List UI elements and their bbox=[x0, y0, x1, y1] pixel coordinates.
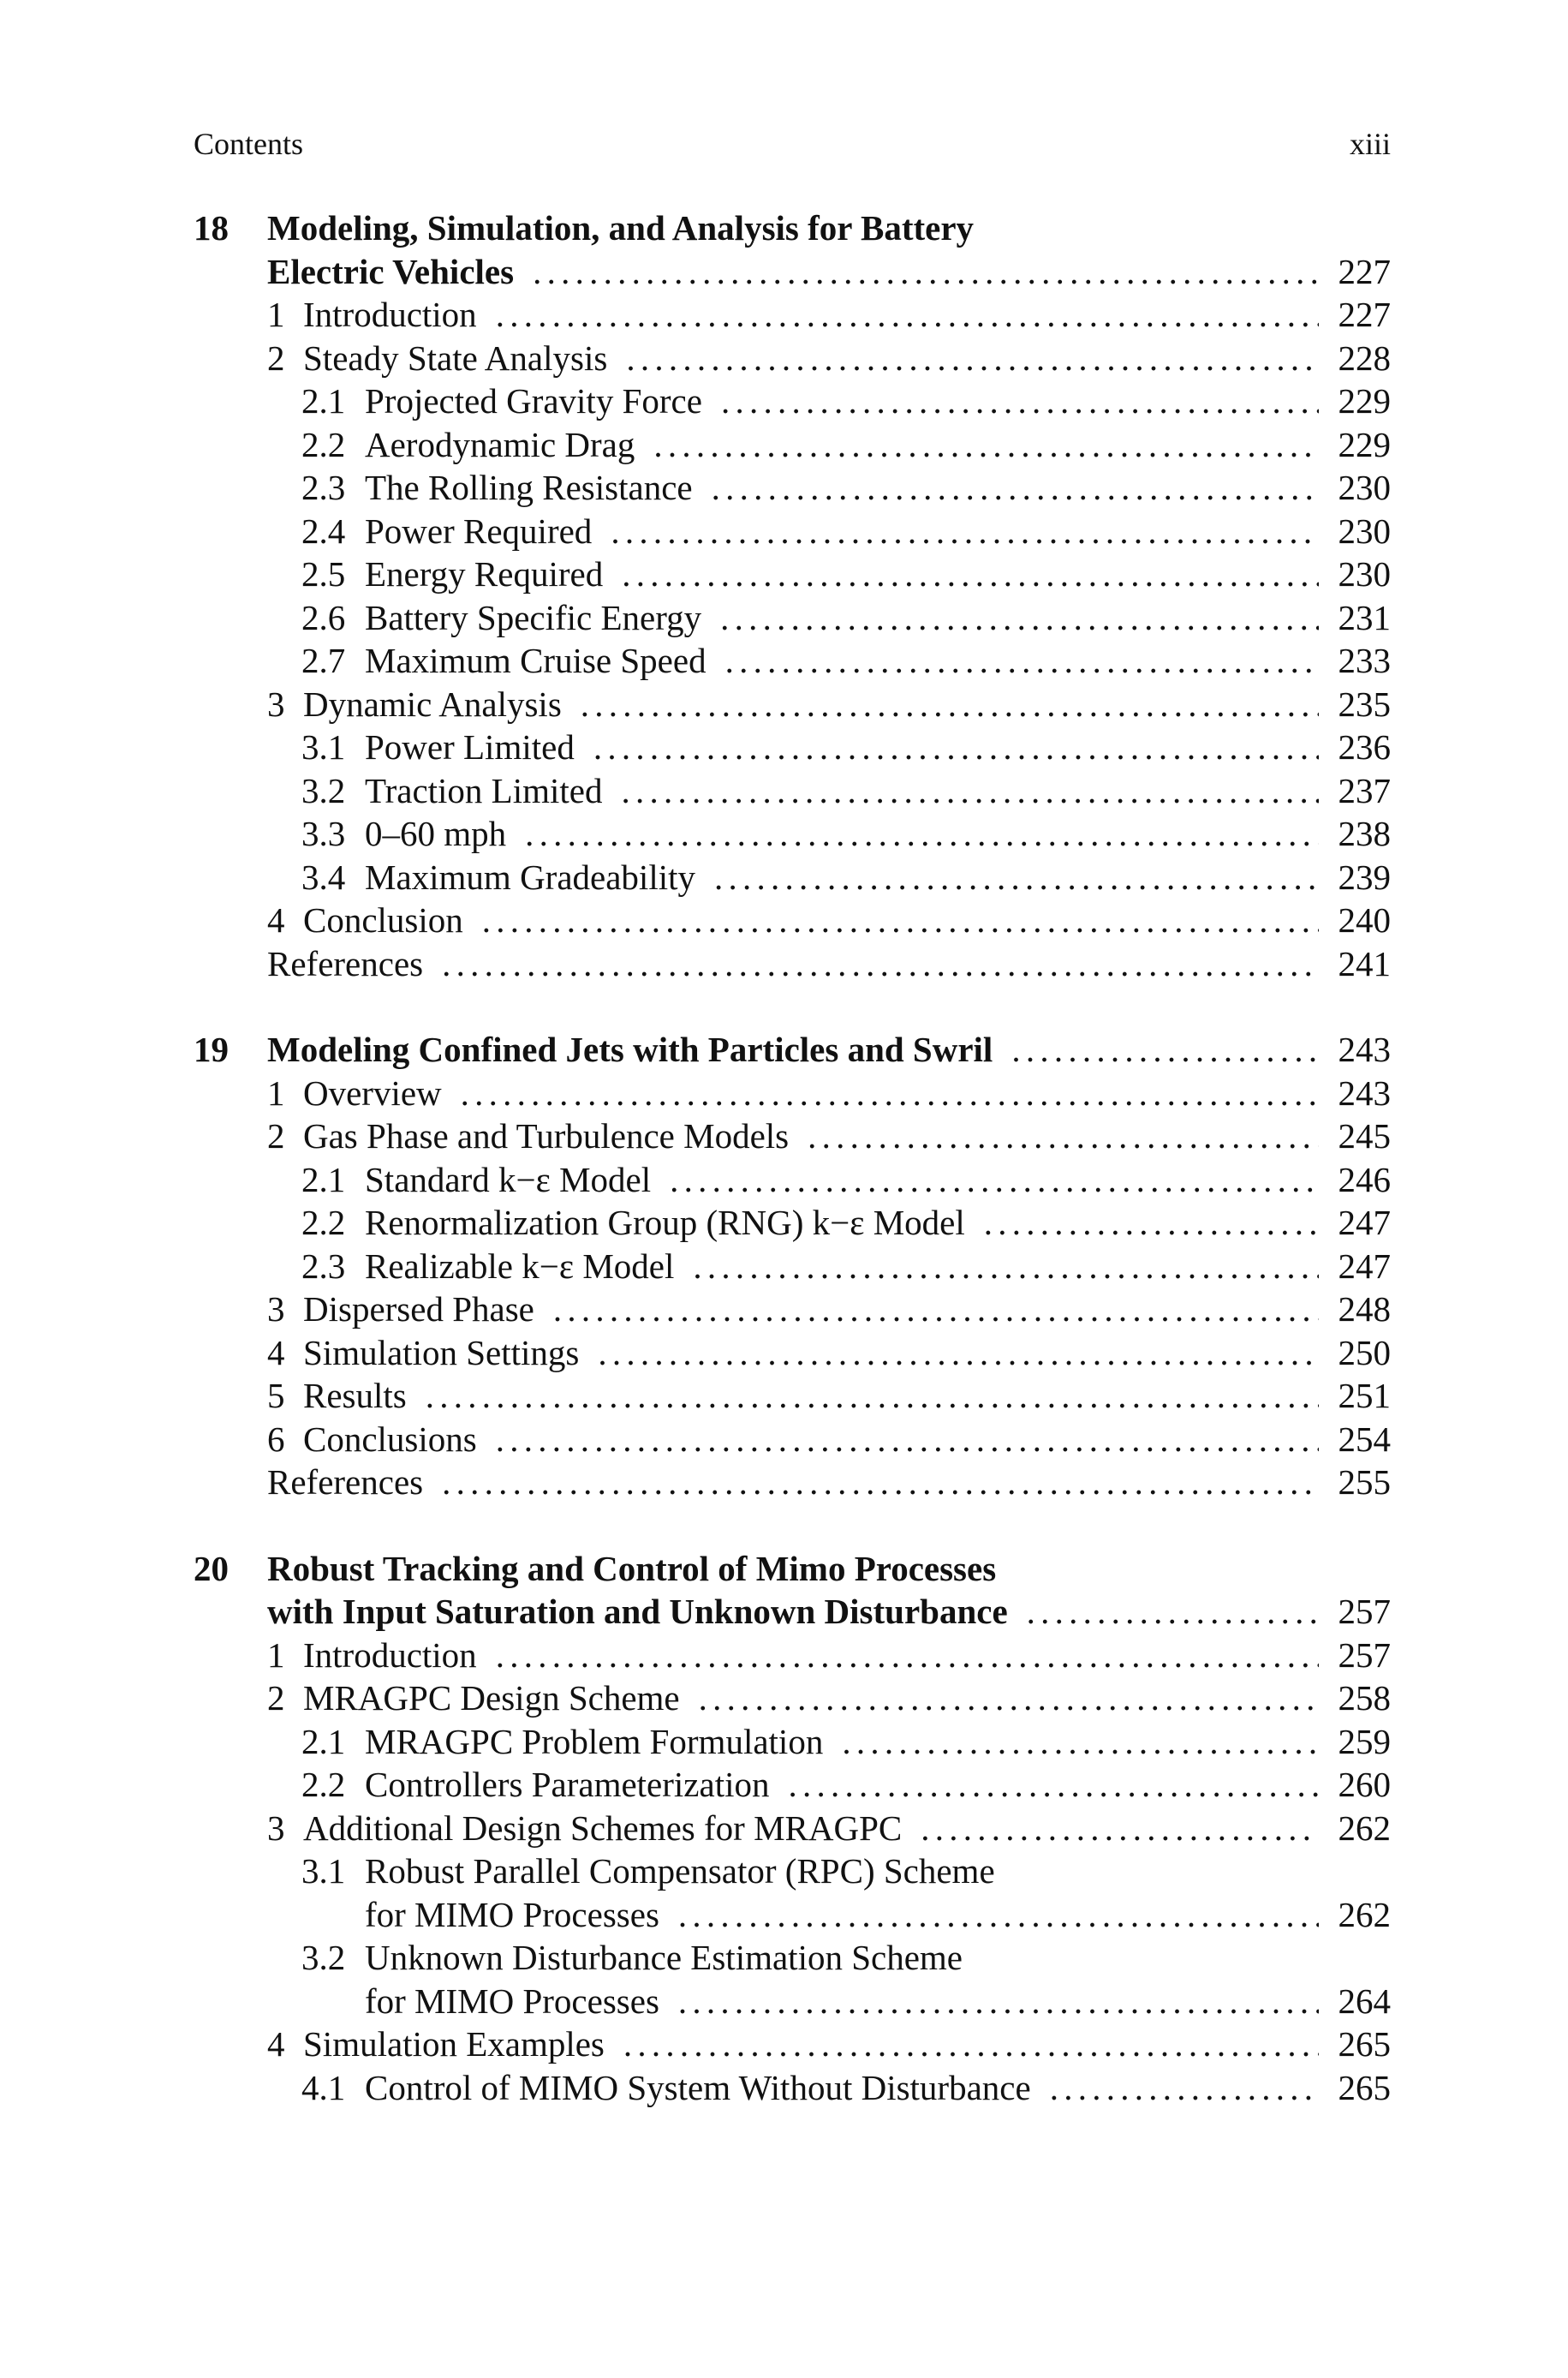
entry-title: References bbox=[267, 943, 424, 983]
entry-page: 265 bbox=[1338, 2024, 1391, 2064]
toc-entry[interactable] bbox=[267, 379, 1391, 423]
entry-title: Results bbox=[303, 1376, 407, 1415]
entry-title: MRAGPC Problem Formulation bbox=[365, 1721, 824, 1761]
section-number: 2.1 bbox=[301, 1721, 346, 1761]
entry-page: 258 bbox=[1338, 1678, 1391, 1718]
chapter-title: Modeling Confined Jets with Particles and Swril bbox=[267, 1030, 993, 1069]
entry-title: Traction Limited bbox=[365, 770, 603, 810]
entry-page: 238 bbox=[1338, 814, 1391, 853]
entry-page: 245 bbox=[1338, 1116, 1391, 1156]
section-number: 3.1 bbox=[301, 1851, 346, 1891]
toc-entry[interactable] bbox=[267, 683, 1391, 726]
dot-leader bbox=[622, 769, 1320, 813]
dot-leader bbox=[626, 337, 1319, 380]
entry-title: Dispersed Phase bbox=[303, 1289, 534, 1329]
chapter-title-line[interactable] bbox=[267, 250, 1391, 294]
entry-title: Simulation Examples bbox=[303, 2024, 605, 2064]
entry-page: 251 bbox=[1338, 1376, 1391, 1415]
entry-title: Standard k−ε Model bbox=[365, 1159, 652, 1199]
entry-page: 231 bbox=[1338, 597, 1391, 637]
entry-title: Additional Design Schemes for MRAGPC bbox=[303, 1807, 903, 1848]
chapter-number: 18 bbox=[194, 208, 229, 248]
chapter-entries bbox=[267, 293, 1391, 985]
entry-page: 248 bbox=[1338, 1289, 1391, 1329]
toc-entry[interactable] bbox=[267, 639, 1391, 683]
entry-title: 0–60 mph bbox=[365, 814, 507, 853]
toc-entry[interactable] bbox=[267, 293, 1391, 337]
section-number: 4.1 bbox=[301, 2067, 346, 2107]
entry-page: 262 bbox=[1338, 1894, 1391, 1934]
dot-leader bbox=[553, 1288, 1319, 1331]
entry-page: 241 bbox=[1338, 943, 1391, 983]
dot-leader bbox=[598, 1331, 1319, 1375]
dot-leader bbox=[496, 293, 1319, 337]
toc-entry[interactable] bbox=[267, 769, 1391, 813]
toc-entry[interactable] bbox=[267, 1201, 1391, 1245]
section-number: 2 bbox=[267, 1678, 285, 1718]
page-header bbox=[194, 122, 1391, 165]
entry-title: Conclusions bbox=[303, 1419, 477, 1459]
entry-page: 250 bbox=[1338, 1332, 1391, 1372]
entry-title: MRAGPC Design Scheme bbox=[303, 1678, 680, 1718]
section-number: 4 bbox=[267, 2024, 285, 2064]
toc-entry[interactable] bbox=[267, 856, 1391, 899]
section-number: 2.3 bbox=[301, 468, 346, 507]
entry-page: 247 bbox=[1338, 1203, 1391, 1242]
chapter-20 bbox=[194, 1547, 1391, 2110]
entry-title: Gas Phase and Turbulence Models bbox=[303, 1116, 790, 1156]
toc-entry[interactable] bbox=[267, 1418, 1391, 1461]
entry-title: Conclusion bbox=[303, 900, 463, 940]
toc-entry[interactable] bbox=[267, 1720, 1391, 1764]
chapter-title-cont: Electric Vehicles bbox=[267, 251, 515, 291]
toc-entry[interactable] bbox=[267, 942, 1391, 986]
dot-leader bbox=[622, 553, 1319, 596]
chapter-number: 19 bbox=[194, 1030, 229, 1069]
toc-entry[interactable] bbox=[267, 812, 1391, 856]
dot-leader bbox=[496, 1634, 1319, 1677]
dot-leader bbox=[984, 1201, 1319, 1245]
toc-entry[interactable] bbox=[267, 1807, 1391, 1850]
toc-entry[interactable] bbox=[267, 1634, 1391, 1677]
dot-leader bbox=[533, 250, 1319, 294]
entry-title: Robust Parallel Compensator (RPC) Scheme bbox=[365, 1851, 995, 1891]
entry-title: Projected Gravity Force bbox=[365, 381, 702, 421]
section-number: 2.2 bbox=[301, 1203, 346, 1242]
dot-leader bbox=[525, 812, 1319, 856]
toc-entry[interactable] bbox=[267, 1936, 1391, 1980]
section-number: 2.4 bbox=[301, 511, 346, 551]
dot-leader bbox=[1050, 2066, 1319, 2110]
entry-page: 230 bbox=[1338, 554, 1391, 594]
running-head-title: Contents bbox=[194, 127, 304, 161]
section-number: 2 bbox=[267, 338, 285, 378]
toc-entry[interactable] bbox=[267, 1072, 1391, 1115]
toc-entry[interactable] bbox=[267, 1245, 1391, 1288]
section-number: 2.3 bbox=[301, 1246, 346, 1286]
section-number: 4 bbox=[267, 900, 285, 940]
chapter-title: Modeling, Simulation, and Analysis for Battery bbox=[267, 208, 975, 248]
dot-leader bbox=[693, 1245, 1319, 1288]
dot-leader bbox=[442, 942, 1319, 986]
section-number: 3.4 bbox=[301, 857, 346, 897]
dot-leader bbox=[426, 1374, 1319, 1418]
dot-leader bbox=[1011, 1028, 1319, 1072]
dot-leader bbox=[442, 1461, 1319, 1504]
dot-leader bbox=[496, 1418, 1319, 1461]
chapter-entries bbox=[267, 1634, 1391, 2110]
section-number: 6 bbox=[267, 1419, 285, 1459]
toc-entry[interactable] bbox=[267, 423, 1391, 467]
section-number: 3.2 bbox=[301, 1938, 346, 1977]
dot-leader bbox=[670, 1158, 1319, 1202]
entry-page: 235 bbox=[1338, 684, 1391, 724]
entry-title: Energy Required bbox=[365, 554, 604, 594]
entry-page: 236 bbox=[1338, 727, 1391, 767]
dot-leader bbox=[699, 1676, 1319, 1720]
section-number: 2.1 bbox=[301, 381, 346, 421]
entry-page: 254 bbox=[1338, 1419, 1391, 1459]
chapter-18 bbox=[194, 206, 1391, 985]
entry-title-cont: for MIMO Processes bbox=[365, 1981, 659, 2021]
entry-title-cont: for MIMO Processes bbox=[365, 1894, 659, 1934]
chapter-page: 243 bbox=[1338, 1030, 1391, 1069]
dot-leader bbox=[461, 1072, 1319, 1115]
chapter-entries bbox=[267, 1072, 1391, 1504]
entry-page: 265 bbox=[1338, 2067, 1391, 2107]
entry-title: Overview bbox=[303, 1072, 442, 1113]
entry-title: Unknown Disturbance Estimation Scheme bbox=[365, 1938, 963, 1977]
entry-title: Realizable k−ε Model bbox=[365, 1246, 675, 1286]
toc-entry[interactable] bbox=[267, 553, 1391, 596]
section-number: 2.1 bbox=[301, 1159, 346, 1199]
entry-page: 247 bbox=[1338, 1246, 1391, 1286]
entry-page: 257 bbox=[1338, 1634, 1391, 1675]
section-number: 3.3 bbox=[301, 814, 346, 853]
toc-entry[interactable] bbox=[267, 596, 1391, 640]
entry-page: 229 bbox=[1338, 424, 1391, 464]
chapter-title: Robust Tracking and Control of Mimo Processes bbox=[267, 1548, 997, 1588]
toc-entry[interactable] bbox=[267, 510, 1391, 553]
entry-title: The Rolling Resistance bbox=[365, 468, 693, 507]
entry-title: Simulation Settings bbox=[303, 1332, 580, 1372]
entry-title: Introduction bbox=[303, 295, 477, 334]
entry-title: Renormalization Group (RNG) k−ε Model bbox=[365, 1203, 965, 1242]
section-number: 3 bbox=[267, 1289, 285, 1329]
section-number: 2 bbox=[267, 1116, 285, 1156]
entry-title: Power Required bbox=[365, 511, 593, 551]
entry-page: 233 bbox=[1338, 641, 1391, 680]
dot-leader bbox=[623, 2022, 1319, 2066]
toc-entry[interactable] bbox=[267, 1331, 1391, 1375]
chapter-title-cont: with Input Saturation and Unknown Disturbance bbox=[267, 1592, 1008, 1631]
entry-page: 246 bbox=[1338, 1159, 1391, 1199]
toc-entry[interactable] bbox=[267, 1158, 1391, 1202]
entry-title: Steady State Analysis bbox=[303, 338, 608, 378]
entry-page: 259 bbox=[1338, 1721, 1391, 1761]
entry-page: 243 bbox=[1338, 1072, 1391, 1113]
section-number: 1 bbox=[267, 295, 285, 334]
section-number: 3 bbox=[267, 684, 285, 724]
dot-leader bbox=[808, 1114, 1319, 1158]
toc-entry[interactable] bbox=[267, 466, 1391, 510]
dot-leader bbox=[593, 726, 1319, 769]
section-number: 2.7 bbox=[301, 641, 346, 680]
dot-leader bbox=[842, 1720, 1319, 1764]
entry-title: Dynamic Analysis bbox=[303, 684, 562, 724]
dot-leader bbox=[678, 1980, 1319, 2023]
section-number: 3 bbox=[267, 1807, 285, 1848]
toc-entry-cont[interactable] bbox=[267, 1893, 1391, 1937]
chapter-page: 257 bbox=[1338, 1592, 1391, 1631]
dot-leader bbox=[721, 379, 1319, 423]
section-number: 1 bbox=[267, 1634, 285, 1675]
entry-page: 255 bbox=[1338, 1462, 1391, 1502]
dot-leader bbox=[725, 639, 1319, 683]
section-number: 2.2 bbox=[301, 1765, 346, 1804]
entry-title: Control of MIMO System Without Disturbance bbox=[365, 2067, 1031, 2107]
chapter-title-line[interactable] bbox=[267, 206, 1391, 250]
dot-leader bbox=[653, 423, 1319, 467]
entry-title: Aerodynamic Drag bbox=[365, 424, 635, 464]
toc-entry[interactable] bbox=[267, 337, 1391, 380]
section-number: 5 bbox=[267, 1376, 285, 1415]
entry-title: References bbox=[267, 1462, 424, 1502]
chapter-title-line[interactable] bbox=[267, 1028, 1391, 1072]
dot-leader bbox=[788, 1763, 1319, 1807]
section-number: 2.5 bbox=[301, 554, 346, 594]
chapter-page: 227 bbox=[1338, 251, 1391, 291]
section-number: 2.2 bbox=[301, 424, 346, 464]
entry-page: 240 bbox=[1338, 900, 1391, 940]
dot-leader bbox=[581, 683, 1319, 726]
toc-entry[interactable] bbox=[267, 899, 1391, 942]
entry-page: 237 bbox=[1338, 770, 1391, 810]
entry-title: Power Limited bbox=[365, 727, 575, 767]
entry-title: Maximum Cruise Speed bbox=[365, 641, 706, 680]
entry-page: 262 bbox=[1338, 1807, 1391, 1848]
toc-entry[interactable] bbox=[267, 1288, 1391, 1331]
dot-leader bbox=[482, 899, 1319, 942]
dot-leader bbox=[714, 856, 1319, 899]
toc-entry[interactable] bbox=[267, 1676, 1391, 1720]
section-number: 3.2 bbox=[301, 770, 346, 810]
section-number: 3.1 bbox=[301, 727, 346, 767]
section-number: 2.6 bbox=[301, 597, 346, 637]
entry-title: Introduction bbox=[303, 1634, 477, 1675]
toc-entry-cont[interactable] bbox=[267, 1980, 1391, 2023]
chapter-number: 20 bbox=[194, 1548, 229, 1588]
entry-title: Controllers Parameterization bbox=[365, 1765, 770, 1804]
chapter-title-line[interactable] bbox=[267, 1547, 1391, 1591]
dot-leader bbox=[712, 466, 1319, 510]
toc-entry[interactable] bbox=[267, 2066, 1391, 2110]
section-number: 1 bbox=[267, 1072, 285, 1113]
toc-entry[interactable] bbox=[267, 2022, 1391, 2066]
toc-entry[interactable] bbox=[267, 1763, 1391, 1807]
entry-page: 227 bbox=[1338, 295, 1391, 334]
toc-entry[interactable] bbox=[267, 1374, 1391, 1418]
toc-entry[interactable] bbox=[267, 1849, 1391, 1893]
entry-title: Battery Specific Energy bbox=[365, 597, 702, 637]
dot-leader bbox=[921, 1807, 1319, 1850]
chapter-title-line[interactable] bbox=[267, 1590, 1391, 1634]
section-number: 4 bbox=[267, 1332, 285, 1372]
toc-entry[interactable] bbox=[267, 1114, 1391, 1158]
entry-page: 228 bbox=[1338, 338, 1391, 378]
dot-leader bbox=[720, 596, 1319, 640]
chapter-19 bbox=[194, 1028, 1391, 1504]
dot-leader bbox=[1027, 1590, 1319, 1634]
entry-page: 230 bbox=[1338, 468, 1391, 507]
entry-title: Maximum Gradeability bbox=[365, 857, 695, 897]
table-of-contents bbox=[194, 206, 1391, 2152]
dot-leader bbox=[611, 510, 1319, 553]
entry-page: 239 bbox=[1338, 857, 1391, 897]
toc-entry[interactable] bbox=[267, 726, 1391, 769]
dot-leader bbox=[678, 1893, 1319, 1937]
toc-entry[interactable] bbox=[267, 1461, 1391, 1504]
entry-page: 264 bbox=[1338, 1981, 1391, 2021]
entry-page: 260 bbox=[1338, 1765, 1391, 1804]
page-number: xiii bbox=[1349, 127, 1391, 161]
entry-page: 229 bbox=[1338, 381, 1391, 421]
entry-page: 230 bbox=[1338, 511, 1391, 551]
